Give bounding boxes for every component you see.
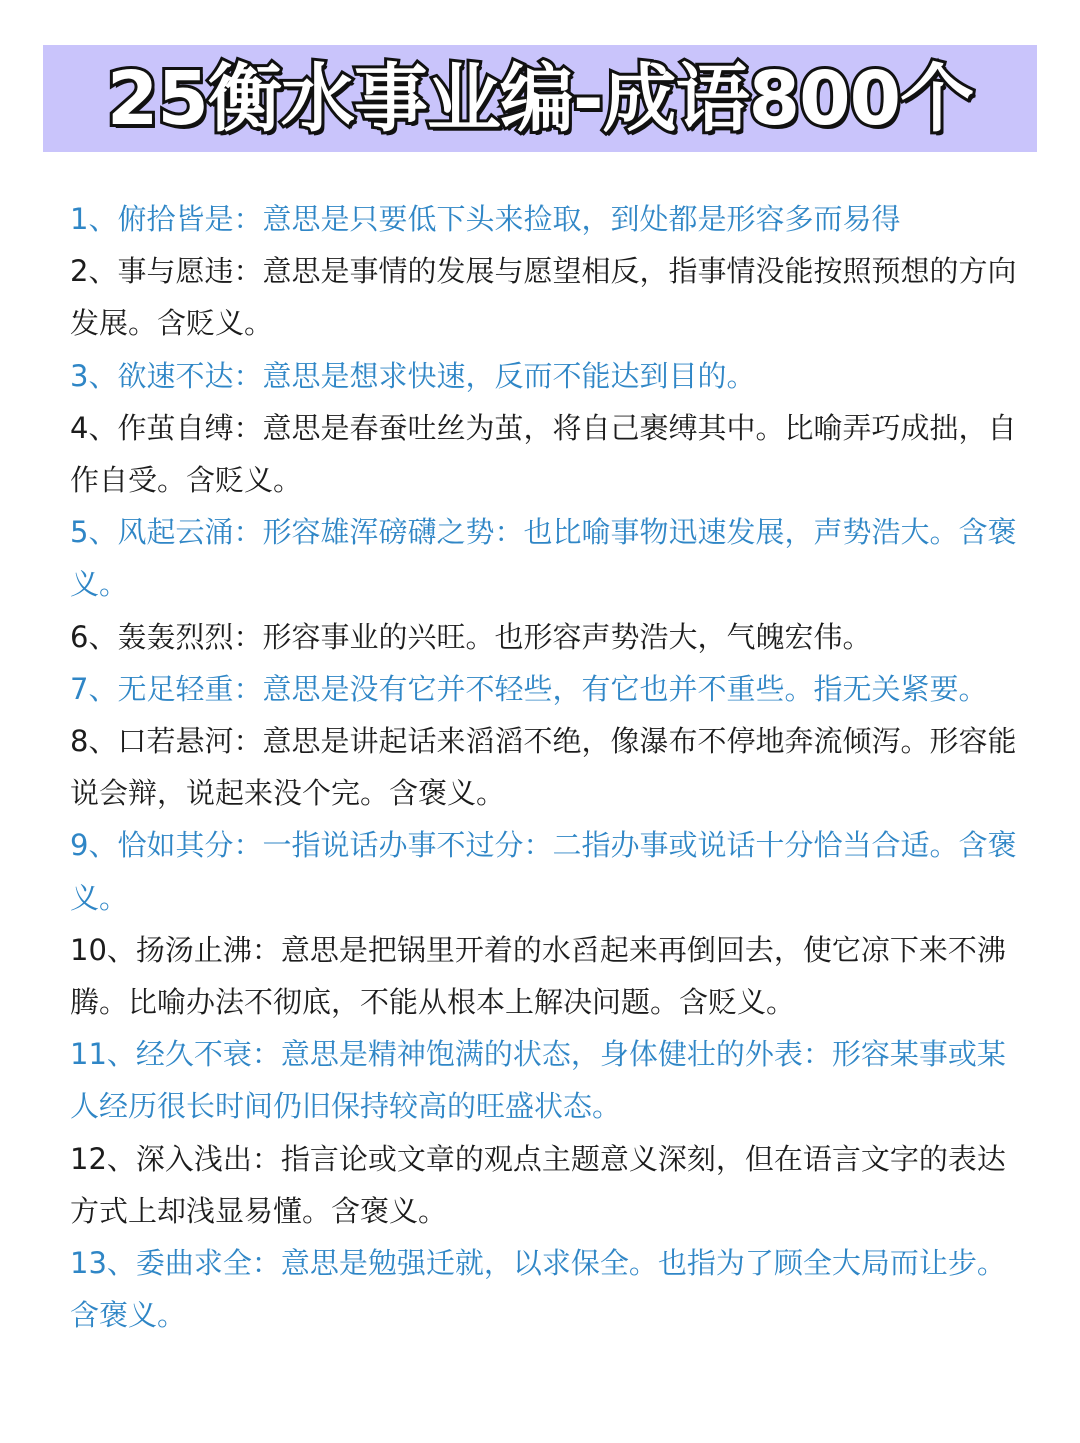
list-item: 11、经久不衰：意思是精神饱满的状态，身体健壮的外表：形容某事或某人经历很长时间仍旧保持较高的旺盛状态。 xyxy=(70,1037,1006,1124)
list-item: 6、轰轰烈烈：形容事业的兴旺。也形容声势浩大，气魄宏伟。 xyxy=(70,619,872,654)
list-item: 10、扬汤止沸：意思是把锅里开着的水舀起来再倒回去，使它凉下来不沸腾。比喻办法不彻底，不能从根本上解决问题。含贬义。 xyxy=(70,932,1006,1020)
list-item: 8、口若悬河：意思是讲起话来滔滔不绝，像瀑布不停地奔流倾泻。形容能说会辩，说起来没个完。含褒义。 xyxy=(70,724,1017,811)
list-item: 9、恰如其分：一指说话办事不过分：二指办事或说话十分恰当合适。含褒义。 xyxy=(70,828,1017,915)
list-item: 3、欲速不达：意思是想求快速，反而不能达到目的。 xyxy=(70,358,756,393)
list-item: 4、作茧自缚：意思是春蚕吐丝为茧，将自己裹缚其中。比喻弄巧成拙，自作自受。含贬义。 xyxy=(70,410,1017,498)
list-item: 13、委曲求全：意思是勉强迁就，以求保全。也指为了顾全大局而让步。含褒义。 xyxy=(70,1246,1006,1333)
title-banner xyxy=(43,45,1037,152)
list-item: 12、深入浅出：指言论或文章的观点主题意义深刻，但在语言文字的表达方式上却浅显易懂。含褒义。 xyxy=(70,1141,1006,1228)
page-title: 25衡水事业编-成语800个 xyxy=(106,55,974,142)
list-item: 7、无足轻重：意思是没有它并不轻些，有它也并不重些。指无关紧要。 xyxy=(70,671,988,706)
list-item: 5、风起云涌：形容雄浑磅礴之势：也比喻事物迅速发展，声势浩大。含褒义。 xyxy=(70,515,1017,602)
list-item: 1、俯拾皆是：意思是只要低下头来捡取，到处都是形容多而易得 xyxy=(70,202,901,236)
idiom-list xyxy=(70,193,1020,1341)
list-item: 2、事与愿违：意思是事情的发展与愿望相反，指事情没能按照预想的方向发展。含贬义。 xyxy=(70,254,1017,341)
